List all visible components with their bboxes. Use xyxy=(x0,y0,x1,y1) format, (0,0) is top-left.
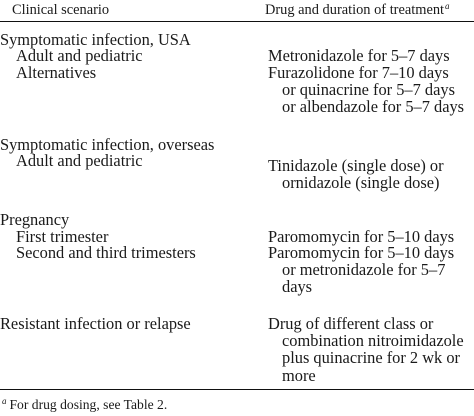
drug-alternatives-line-3: or albendazole for 5–7 days xyxy=(282,97,465,116)
drug-metronidazole: Metronidazole for 5–7 days xyxy=(268,46,450,65)
drug-resistant-line-1: Drug of different class or xyxy=(268,314,434,333)
group-heading-overseas: Symptomatic infection, overseas xyxy=(0,135,215,154)
scenario-adult-pediatric-overseas: Adult and pediatric xyxy=(16,151,143,170)
drug-resistant-line-2: combination nitroimidazole xyxy=(282,331,464,350)
scenario-adult-pediatric-usa: Adult and pediatric xyxy=(16,46,143,65)
drug-second-third-line-1: Paromomycin for 5–10 days xyxy=(268,243,455,262)
drug-resistant-line-3: plus quinacrine for 2 wk or xyxy=(282,348,460,367)
header-rule xyxy=(0,21,474,22)
table-footnote: $^a$ For drug dosing, see Table 2. xyxy=(2,396,168,412)
drug-second-third-line-3: days xyxy=(282,277,313,296)
drug-tinidazole-line-2: ornidazole (single dose) xyxy=(282,173,440,192)
group-heading-resistant: Resistant infection or relapse xyxy=(0,314,191,333)
bottom-rule xyxy=(0,389,474,390)
scenario-alternatives: Alternatives xyxy=(16,63,97,82)
drug-resistant-line-4: more xyxy=(282,366,316,385)
drug-second-third-line-2: or metronidazole for 5–7 xyxy=(282,260,446,279)
scenario-first-trimester: First trimester xyxy=(16,227,109,246)
drug-tinidazole-line-1: Tinidazole (single dose) or xyxy=(268,156,444,175)
drug-alternatives-line-2: or quinacrine for 5–7 days xyxy=(282,80,455,99)
drug-first-trimester: Paromomycin for 5–10 days xyxy=(268,227,455,246)
header-clinical-scenario: Clinical scenario xyxy=(12,2,110,18)
scenario-second-third-trimesters: Second and third trimesters xyxy=(16,243,196,262)
drug-alternatives-line-1: Furazolidone for 7–10 days xyxy=(268,63,449,82)
group-heading-pregnancy: Pregnancy xyxy=(0,210,70,229)
footnote-symbol: a xyxy=(2,396,7,406)
header-drug-duration: Drug and duration of treatment$^a$ xyxy=(265,1,450,18)
footnote-marker: a xyxy=(445,1,450,11)
group-heading-usa: Symptomatic infection, USA xyxy=(0,30,191,49)
